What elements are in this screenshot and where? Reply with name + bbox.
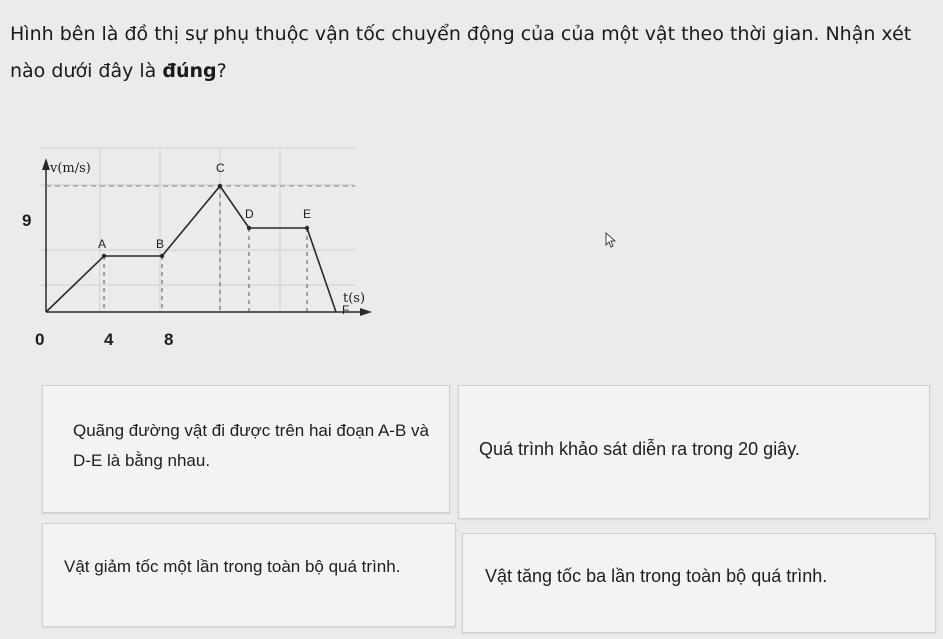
y-tick-9: 9 <box>22 211 32 230</box>
point-a <box>102 254 106 258</box>
answer-option-a-text: Quãng đường vật đi được trên hai đoạn A-B và D-E là bằng nhau. <box>73 421 429 470</box>
reference-lines <box>46 186 355 312</box>
point-label-e: E <box>303 207 312 221</box>
answer-option-a[interactable] <box>42 385 450 513</box>
x-tick-0: 0 <box>35 330 45 349</box>
answer-option-b[interactable] <box>458 385 930 519</box>
question-end: ? <box>216 60 227 82</box>
point-label-b: B <box>156 237 165 251</box>
answer-option-d[interactable] <box>462 533 936 633</box>
answer-option-c[interactable] <box>42 523 456 627</box>
point-e <box>305 226 309 230</box>
x-tick-8: 8 <box>164 330 174 349</box>
point-b <box>160 254 164 258</box>
answer-option-b-text: Quá trình khảo sát diễn ra trong 20 giây. <box>479 439 800 459</box>
point-label-c: C <box>216 161 225 175</box>
point-label-a: A <box>98 237 107 251</box>
velocity-points <box>102 184 312 258</box>
velocity-time-graph <box>0 140 400 360</box>
x-axis-label: t(s) <box>343 291 366 306</box>
x-tick-4: 4 <box>104 330 114 349</box>
point-c <box>218 184 222 188</box>
question-emphasis: đúng <box>162 60 217 82</box>
answer-option-d-text: Vật tăng tốc ba lần trong toàn bộ quá trình. <box>485 566 828 586</box>
mouse-cursor-icon <box>604 232 620 248</box>
graph-svg <box>0 140 400 360</box>
answer-option-c-text: Vật giảm tốc một lần trong toàn bộ quá trình. <box>64 557 401 576</box>
y-axis-label: v(m/s) <box>50 161 91 176</box>
point-d <box>247 226 251 230</box>
x-axis-arrow <box>360 308 372 316</box>
velocity-line <box>46 186 336 312</box>
question-body: Hình bên là đồ thị sự phụ thuộc vận tốc chuyển động của của một vật theo thời gian. Nhận xét nào dưới đây là <box>10 23 912 82</box>
point-label-d: D <box>245 207 254 221</box>
question-text <box>10 16 930 90</box>
point-label-f: F <box>342 303 350 317</box>
y-axis-arrow <box>42 158 50 170</box>
